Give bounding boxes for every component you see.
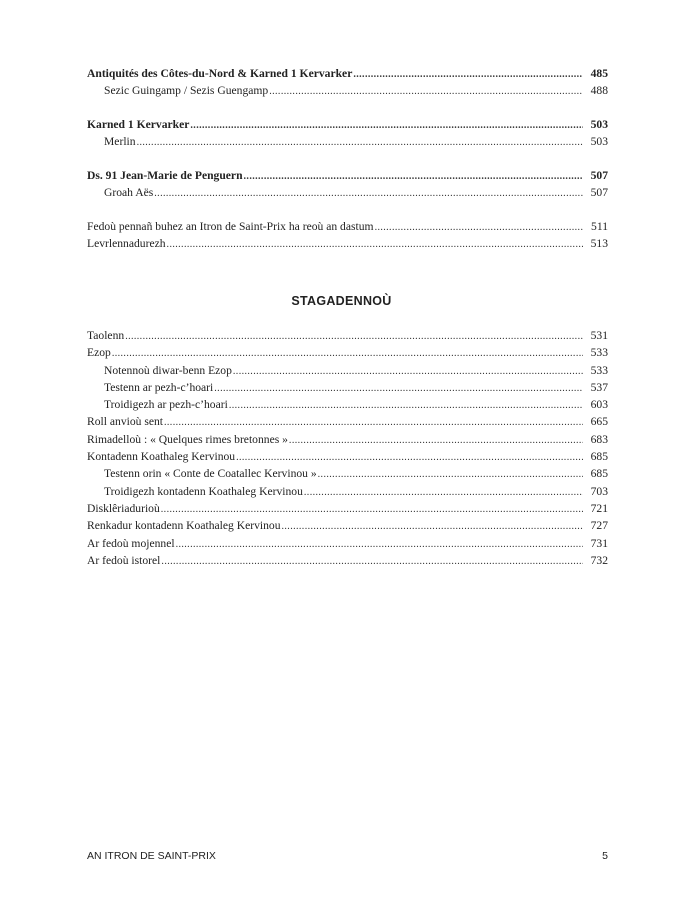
dot-leader xyxy=(244,169,583,185)
toc-entry-title: Kontadenn Koathaleg Kervinou xyxy=(87,450,236,464)
toc-entry-page: 513 xyxy=(590,236,608,250)
toc-entry-title: Karned 1 Kervarker xyxy=(87,117,190,131)
toc-entry-page: 732 xyxy=(590,553,608,567)
toc-appendix xyxy=(87,328,608,570)
section-heading: STAGADENNOÙ xyxy=(291,294,392,308)
toc-entry-title: Testenn orin « Conte de Coatallec Kervinou » xyxy=(104,467,317,481)
toc-entry-title: Ar fedoù mojennel xyxy=(87,536,175,550)
toc-entry xyxy=(87,397,608,414)
toc-entry-title: Antiquités des Côtes-du-Nord & Karned 1 Kervarker xyxy=(87,67,353,80)
dot-leader xyxy=(214,381,583,397)
dot-leader xyxy=(112,346,583,362)
toc-entry-page: 731 xyxy=(590,536,608,550)
toc-entry-title: Troidigezh kontadenn Koathaleg Kervinou xyxy=(104,484,303,498)
dot-leader xyxy=(137,135,583,151)
dot-leader xyxy=(154,186,583,202)
toc-entry-title: Disklêriadurioù xyxy=(87,501,160,515)
toc-entry-title: Sezic Guingamp / Sezis Guengamp xyxy=(104,84,269,98)
toc-entry-page: 665 xyxy=(590,415,608,429)
toc-entry xyxy=(87,536,608,553)
toc-entry-page: 507 xyxy=(590,168,608,182)
toc-entry-page: 533 xyxy=(590,363,608,377)
toc-entry-page: 685 xyxy=(590,450,608,464)
toc-entry-page: 511 xyxy=(591,219,608,233)
toc-entry-page: 507 xyxy=(590,186,608,200)
dot-leader xyxy=(125,329,583,345)
page-number: 5 xyxy=(602,850,608,862)
dot-leader xyxy=(167,237,583,253)
toc-entry-title: Fedoù pennañ buhez an Itron de Saint-Prix ha reoù an dastum xyxy=(87,219,374,233)
dot-leader xyxy=(190,118,583,134)
toc-entry-title: Troidigezh ar pezh-c’hoari xyxy=(104,398,228,412)
running-title: AN ITRON DE SAINT-PRIX xyxy=(87,850,216,862)
toc-entry-title: Renkadur kontadenn Koathaleg Kervinou xyxy=(87,519,281,533)
dot-leader xyxy=(318,467,583,483)
toc-entry-title: Testenn ar pezh-c’hoari xyxy=(104,380,214,394)
toc-entry-page: 727 xyxy=(590,519,608,533)
toc-entry xyxy=(87,466,608,483)
toc-entry-title: Taolenn xyxy=(87,329,125,342)
dot-leader xyxy=(233,364,583,380)
toc-entry xyxy=(87,66,608,83)
toc-entry-page: 531 xyxy=(590,329,608,342)
toc-entry xyxy=(87,484,608,501)
dot-leader xyxy=(161,554,583,570)
toc-entry-title: Roll anvioù sent xyxy=(87,415,163,429)
toc-entry xyxy=(87,363,608,380)
toc-entry-page: 603 xyxy=(590,398,608,412)
toc-entry-page: 485 xyxy=(590,67,608,80)
toc-entry-page: 685 xyxy=(590,467,608,481)
dot-leader xyxy=(289,433,583,449)
toc-entry-page: 683 xyxy=(590,432,608,446)
toc-entry-title: Levrlennadurezh xyxy=(87,236,166,250)
dot-leader xyxy=(161,502,583,518)
toc-entry xyxy=(87,168,608,185)
toc-entry xyxy=(87,449,608,466)
toc-main xyxy=(87,66,608,253)
toc-entry-page: 721 xyxy=(590,501,608,515)
toc-entry xyxy=(87,380,608,397)
toc-entry xyxy=(87,236,608,253)
toc-entry xyxy=(87,185,608,202)
toc-entry-page: 503 xyxy=(590,135,608,149)
dot-leader xyxy=(229,398,583,414)
page-footer xyxy=(87,850,608,862)
toc-entry xyxy=(87,501,608,518)
dot-leader xyxy=(236,450,583,466)
dot-leader xyxy=(164,415,583,431)
dot-leader xyxy=(282,519,584,535)
toc-entry xyxy=(87,432,608,449)
toc-entry xyxy=(87,219,608,236)
dot-leader xyxy=(269,84,583,100)
toc-entry xyxy=(87,345,608,362)
toc-entry-page: 533 xyxy=(590,346,608,360)
toc-entry xyxy=(87,553,608,570)
toc-entry-title: Ds. 91 Jean-Marie de Penguern xyxy=(87,168,243,182)
dot-leader xyxy=(353,67,583,83)
toc-entry xyxy=(87,117,608,134)
dot-leader xyxy=(375,220,583,236)
toc-entry-title: Notennoù diwar-benn Ezop xyxy=(104,363,232,377)
toc-entry-page: 703 xyxy=(590,484,608,498)
toc-entry xyxy=(87,518,608,535)
toc-entry xyxy=(87,134,608,151)
dot-leader xyxy=(304,485,583,501)
toc-entry-title: Ezop xyxy=(87,346,111,360)
toc-entry-page: 537 xyxy=(590,380,608,394)
toc-entry-page: 503 xyxy=(590,117,608,131)
toc-entry xyxy=(87,328,608,345)
toc-entry-title: Rimadelloù : « Quelques rimes bretonnes » xyxy=(87,432,288,446)
toc-entry-title: Ar fedoù istorel xyxy=(87,553,161,567)
toc-entry xyxy=(87,414,608,431)
toc-entry xyxy=(87,83,608,100)
toc-entry-page: 488 xyxy=(590,84,608,98)
dot-leader xyxy=(176,537,583,553)
toc-entry-title: Groah Aës xyxy=(104,186,154,200)
toc-entry-title: Merlin xyxy=(104,135,136,149)
